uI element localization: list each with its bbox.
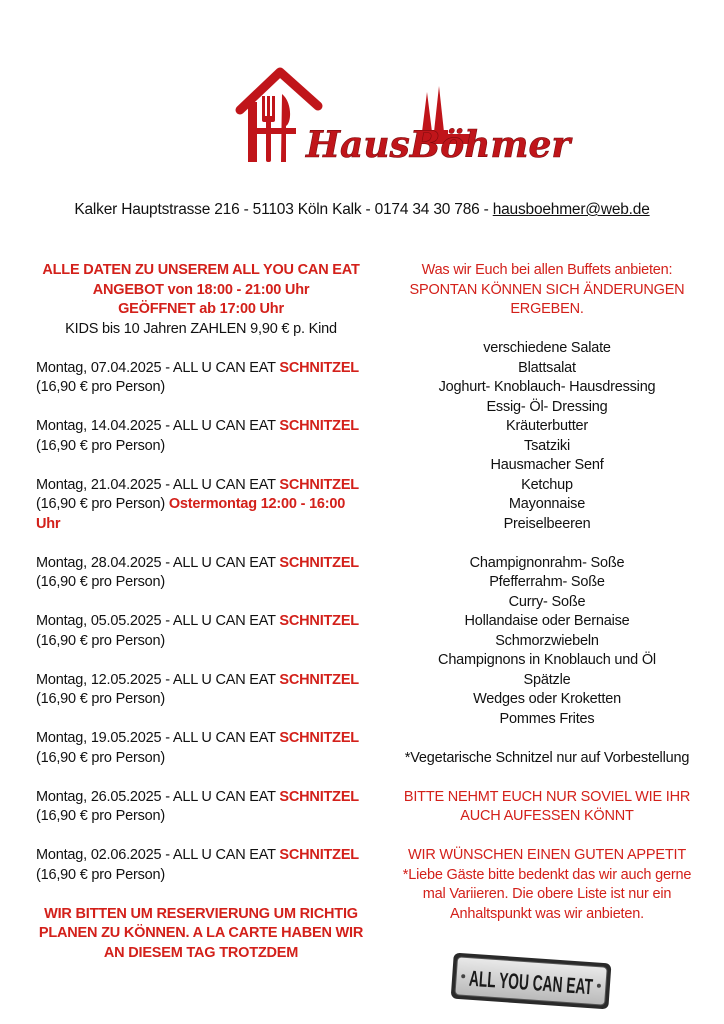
logo-wordmark: HausBöhmer: [306, 124, 571, 166]
buffet-item: Pfefferrahm- Soße: [489, 574, 605, 590]
buffet-item: Preiselbeeren: [503, 515, 591, 532]
portion-warning-line: AUCH AUFESSEN KÖNNT: [460, 808, 634, 824]
entry-dish: SCHNITZEL: [279, 613, 359, 629]
offer-header: [36, 261, 366, 320]
entry-dish: SCHNITZEL: [279, 476, 359, 493]
entry-date: Montag, 21.04.2025 - ALL U CAN EAT: [36, 476, 280, 493]
brand-logo: [222, 62, 571, 172]
buffet-intro-line: Was wir Euch bei allen Buffets anbieten:: [421, 262, 673, 278]
reservation-note-line: AN DIESEM TAG TROTZDEM: [103, 944, 299, 961]
offer-header-line: ANGEBOT von 18:00 - 21:00 Uhr: [92, 281, 310, 298]
buffet-item: Hausmacher Senf: [490, 457, 604, 473]
buffet-item: Pommes Frites: [499, 710, 595, 727]
address-text: Kalker Hauptstrasse 216 - 51103 Köln Kalk - 0174 34 30 786 -: [74, 201, 493, 218]
buffet-item: Joghurt- Knoblauch- Hausdressing: [438, 379, 656, 395]
kids-price: KIDS bis 10 Jahren ZAHLEN 9,90 € p. Kind: [65, 320, 337, 337]
buffet-column: [382, 261, 712, 924]
schedule-column: [36, 261, 366, 963]
schedule-entry: [36, 788, 366, 827]
closing-note-line: mal Variieren. Die obere Liste ist nur ein: [422, 886, 672, 902]
closing-note-line: Anhaltspunkt was wir anbieten.: [450, 905, 644, 922]
entry-date: Montag, 02.06.2025 - ALL U CAN EAT: [36, 847, 280, 863]
schedule-entry: [36, 846, 366, 885]
entry-date: Montag, 28.04.2025 - ALL U CAN EAT: [36, 554, 280, 571]
schedule-entry: [36, 554, 366, 593]
vegetarian-note: *Vegetarische Schnitzel nur auf Vorbestellung: [404, 749, 690, 766]
entry-date: Montag, 26.05.2025 - ALL U CAN EAT: [36, 788, 280, 805]
entry-price: (16,90 € pro Person): [36, 437, 165, 454]
entry-price: (16,90 € pro Person): [36, 808, 165, 824]
buffet-item: Kräuterbutter: [505, 418, 589, 434]
entry-date: Montag, 05.05.2025 - ALL U CAN EAT: [36, 613, 280, 629]
entry-price: (16,90 € pro Person): [36, 632, 165, 649]
buffet-item: verschiedene Salate: [483, 340, 611, 356]
address-line: [0, 201, 724, 219]
entry-dish: SCHNITZEL: [279, 554, 359, 571]
schedule-entry: [36, 729, 366, 768]
buffet-item: Wedges oder Kroketten: [473, 691, 621, 707]
schedule-list: [36, 359, 366, 886]
portion-warning-line: BITTE NEHMT EUCH NUR SOVIEL WIE IHR: [403, 788, 691, 805]
entry-dish: SCHNITZEL: [279, 788, 359, 805]
entry-price: (16,90 € pro Person): [36, 749, 165, 766]
schedule-entry: [36, 359, 366, 398]
closing-note-line: *Liebe Gäste bitte bedenkt das wir auch gerne: [402, 866, 692, 883]
schedule-entry: [36, 671, 366, 710]
entry-date: Montag, 14.04.2025 - ALL U CAN EAT: [36, 418, 280, 434]
closing-note-line: WIR WÜNSCHEN EINEN GUTEN APPETIT: [408, 847, 686, 863]
portion-warning: [382, 788, 712, 827]
schedule-entry: [36, 417, 366, 456]
buffet-item: Schmorzwiebeln: [495, 632, 599, 649]
offer-header-line: ALLE DATEN ZU UNSEREM ALL YOU CAN EAT: [42, 262, 360, 278]
buffet-item: Ketchup: [521, 476, 573, 493]
email-link[interactable]: hausboehmer@web.de: [492, 201, 650, 218]
schedule-entry: [36, 476, 366, 535]
sauces-and-sides-list: [382, 554, 712, 730]
buffet-item: Blattsalat: [518, 359, 576, 376]
offer-header-line: GEÖFFNET ab 17:00 Uhr: [118, 301, 284, 317]
buffet-item: Spätzle: [523, 671, 571, 688]
entry-price: (16,90 € pro Person): [36, 379, 165, 395]
entry-date: Montag, 19.05.2025 - ALL U CAN EAT: [36, 730, 280, 746]
entry-date: Montag, 07.04.2025 - ALL U CAN EAT: [36, 359, 280, 376]
buffet-intro-line: ERGEBEN.: [510, 301, 584, 317]
entry-dish: SCHNITZEL: [279, 847, 359, 863]
all-you-can-eat-sign: [448, 950, 668, 1014]
reservation-note-line: PLANEN ZU KÖNNEN. A LA CARTE HABEN WIR: [38, 925, 364, 941]
letter-h-bar: [256, 128, 296, 134]
sign-text: ALL YOU CAN EAT: [468, 965, 668, 1005]
buffet-item: Mayonnaise: [508, 496, 586, 512]
buffet-intro-line: SPONTAN KÖNNEN SICH ÄNDERUNGEN: [409, 281, 685, 298]
entry-note: Ostermontag 12:00 - 16:00 Uhr: [36, 496, 346, 532]
entry-dish: SCHNITZEL: [279, 418, 359, 434]
entry-price: (16,90 € pro Person): [36, 866, 165, 883]
entry-date: Montag, 12.05.2025 - ALL U CAN EAT: [36, 671, 280, 688]
buffet-item: Essig- Öl- Dressing: [486, 398, 608, 415]
reservation-note: [36, 905, 366, 964]
schedule-entry: [36, 612, 366, 651]
buffet-item: Hollandaise oder Bernaise: [464, 613, 630, 629]
closing-note: [382, 846, 712, 924]
entry-dish: SCHNITZEL: [279, 671, 359, 688]
entry-dish: SCHNITZEL: [279, 359, 359, 376]
reservation-note-line: WIR BITTEN UM RESERVIERUNG UM RICHTIG: [44, 905, 358, 922]
buffet-item: Tsatziki: [524, 437, 570, 454]
entry-dish: SCHNITZEL: [279, 730, 359, 746]
buffet-item: Curry- Soße: [508, 593, 586, 610]
salads-and-dressings-list: [382, 339, 712, 534]
buffet-item: Champignonrahm- Soße: [469, 554, 625, 571]
entry-price: (16,90 € pro Person): [36, 691, 165, 707]
buffet-item: Champignons in Knoblauch und Öl: [438, 652, 656, 668]
sign-graphic: [448, 950, 668, 1014]
house-left-wall: [248, 102, 257, 162]
logo-graphic: [222, 62, 571, 172]
entry-price: (16,90 € pro Person): [36, 574, 165, 590]
entry-price: (16,90 € pro Person): [36, 496, 169, 512]
buffet-intro: [382, 261, 712, 320]
